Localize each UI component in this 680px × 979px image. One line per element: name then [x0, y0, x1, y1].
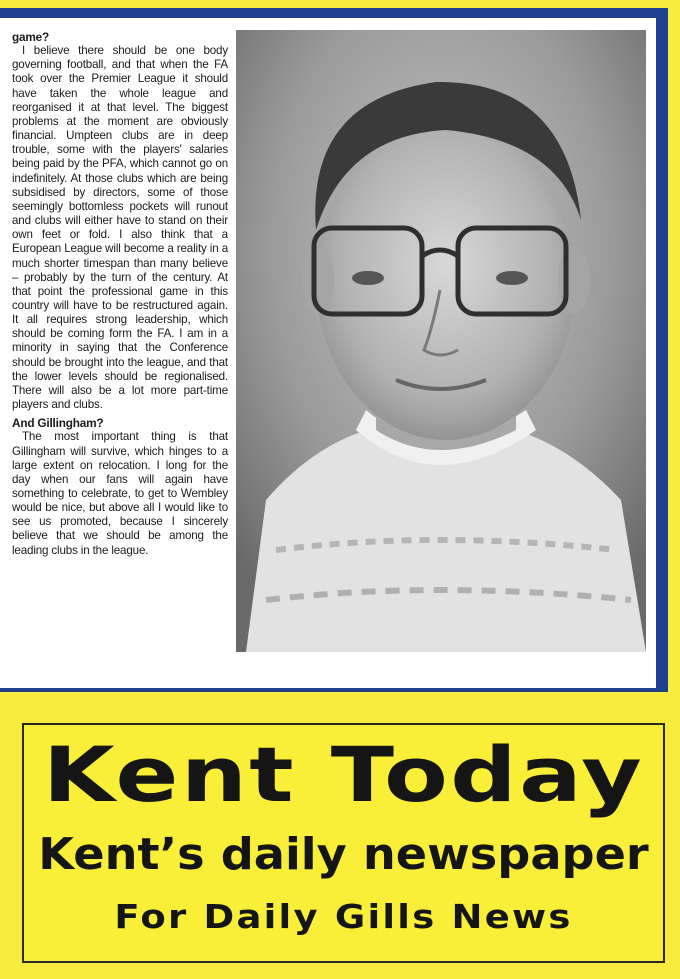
kent-today-advert: [22, 723, 665, 963]
page-frame: [0, 8, 668, 692]
article-paragraph-2: The most important thing is that Gillingham will survive, which hinges to a large extent on relocation. I long for the day when our fans will again have something to celebrate, to get to Wembley would be nice, but above all I would like to see us promoted, because I sincerely believe that we should be among the leading clubs in the league.: [12, 430, 228, 557]
article-heading-gillingham: And Gillingham?: [12, 416, 104, 431]
portrait-photo: [236, 30, 646, 652]
page-content: [0, 18, 656, 688]
article-column: [12, 30, 228, 558]
article-heading-game: game?: [12, 30, 50, 44]
ad-title: Kent Today: [42, 730, 645, 819]
article-paragraph-1: I believe there should be one body governing football, and that when the FA took over the Premier League it should have taken the whole league and reorganised it at that level. The biggest problems at the moment are obviously financial. Umpteen clubs are in deep trouble, some with the players' salaries being paid by the PFA, which cannot go on indefinitely. At those clubs which are being subsidised by directors, some of those seemingly bottomless pockets will runout and clubs will either have to stand on their own feet or fold. I also think that a European League will become a reality in a much shorter timespan than many believe – probably by the turn of the century. At that point the professional game in this country will have to be restructured again. It all requires strong leadership, which should be coming form the FA. I am in a minority in saying that the Conference should be brought into the league, and that the lower levels should be regionalised. There will also be a lot more part-time players and clubs.: [12, 44, 228, 412]
ad-tagline: For Daily Gills News: [114, 897, 573, 936]
ad-subtitle: Kent’s daily newspaper: [38, 829, 649, 880]
